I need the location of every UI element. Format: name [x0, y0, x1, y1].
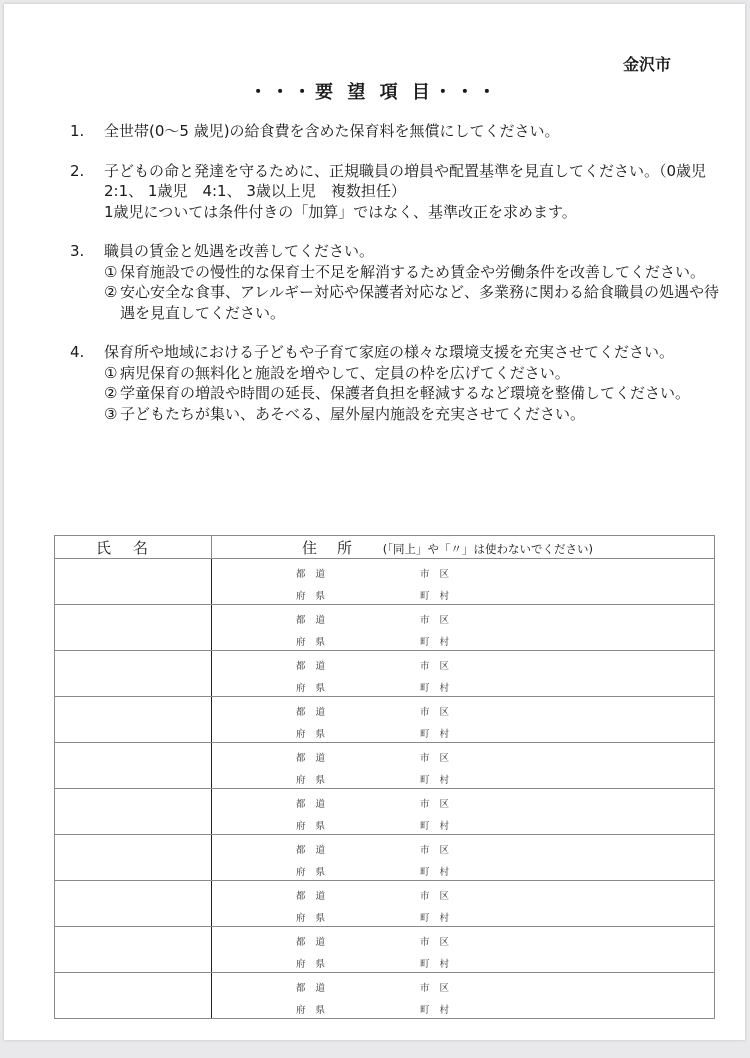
- prefecture-label-bottom: 府県: [296, 1005, 336, 1016]
- address-note: (「同上」や「〃」は使わないでください): [382, 541, 594, 556]
- city-label-bottom: 町村: [420, 1005, 460, 1016]
- request-item-2: [70, 161, 720, 223]
- table-row: [55, 973, 715, 1019]
- prefecture-label-bottom: 府県: [296, 637, 336, 648]
- prefecture-label-bottom: 府県: [296, 775, 336, 786]
- table-row: [55, 835, 715, 881]
- address-field[interactable]: [212, 973, 715, 1019]
- address-header-label: 住所: [302, 538, 373, 557]
- sub-item-text: 学童保育の増設や時間の延長、保護者負担を軽減するなど環境を整備してください。: [120, 384, 691, 402]
- name-field[interactable]: [55, 835, 212, 881]
- address-field[interactable]: [212, 835, 715, 881]
- item-text: 職員の賃金と処遇を改善してください。: [104, 242, 375, 260]
- sub-item-text: 病児保育の無料化と施設を増やして、定員の枠を広げてください。: [120, 363, 570, 382]
- prefecture-label-top: 都道: [296, 569, 336, 580]
- prefecture-label-top: 都道: [296, 845, 336, 856]
- table-row: [55, 559, 715, 605]
- city-label-top: 市区: [420, 891, 460, 902]
- prefecture-label-top: 都道: [296, 937, 336, 948]
- sub-item-mark: ①: [104, 363, 118, 382]
- item-text: 子どもの命と発達を守るために、正規職員の増員や配置基準を見直してください。（0歳児 2:1、 1歳児 4:1、 3歳以上児 複数担任）: [104, 161, 722, 200]
- name-field[interactable]: [55, 789, 212, 835]
- sub-item-text: 保育施設での慢性的な保育士不足を解消するため賃金や労働条件を改善してください。: [120, 262, 706, 281]
- prefecture-label-bottom: 府県: [296, 959, 336, 970]
- prefecture-label-top: 都道: [296, 615, 336, 626]
- city-label-top: 市区: [420, 707, 460, 718]
- address-field[interactable]: [212, 881, 715, 927]
- item-number: 1.: [70, 122, 85, 140]
- table-row: [55, 789, 715, 835]
- prefecture-label-top: 都道: [296, 661, 336, 672]
- address-field[interactable]: [212, 697, 715, 743]
- item-number: 2.: [70, 161, 85, 180]
- sub-item: [104, 404, 720, 425]
- address-field[interactable]: [212, 927, 715, 973]
- city-label-bottom: 町村: [420, 591, 460, 602]
- sub-item: [104, 262, 720, 283]
- name-field[interactable]: [55, 697, 212, 743]
- item-number: 4.: [70, 343, 85, 361]
- document-page: [4, 4, 745, 1040]
- request-item-4: [70, 342, 720, 424]
- item-text: 1歳児については条件付きの「加算」ではなく、基準改正を求めます。: [104, 202, 577, 221]
- city-label-bottom: 町村: [420, 775, 460, 786]
- table-row: [55, 697, 715, 743]
- item-text: 保育所や地域における子どもや子育て家庭の様々な環境支援を充実させてください。: [104, 343, 675, 361]
- signature-table: [54, 535, 715, 1019]
- prefecture-label-top: 都道: [296, 799, 336, 810]
- document-title: ・・・要 望 項 目・・・: [249, 82, 500, 103]
- prefecture-label-top: 都道: [296, 707, 336, 718]
- name-field[interactable]: [55, 927, 212, 973]
- city-label-top: 市区: [420, 983, 460, 994]
- city-label-top: 市区: [420, 799, 460, 810]
- column-header-name: 氏名: [55, 536, 212, 559]
- name-field[interactable]: [55, 651, 212, 697]
- sub-item: [104, 383, 720, 404]
- city-label-top: 市区: [420, 569, 460, 580]
- name-field[interactable]: [55, 559, 212, 605]
- address-field[interactable]: [212, 559, 715, 605]
- city-label-bottom: 町村: [420, 959, 460, 970]
- city-name: 金沢市: [623, 55, 672, 74]
- prefecture-label-top: 都道: [296, 891, 336, 902]
- prefecture-label-bottom: 府県: [296, 821, 336, 832]
- city-label-bottom: 町村: [420, 637, 460, 648]
- city-label-top: 市区: [420, 937, 460, 948]
- prefecture-label-bottom: 府県: [296, 729, 336, 740]
- address-field[interactable]: [212, 743, 715, 789]
- address-field[interactable]: [212, 651, 715, 697]
- sub-item-text: 安心安全な食事、アレルギー対応や保護者対応など、多業務に関わる給食職員の処遇や待遇を見直してください。: [120, 283, 720, 322]
- prefecture-label-bottom: 府県: [296, 591, 336, 602]
- sub-item-mark: ③: [104, 404, 118, 423]
- sub-item-text: 子どもたちが集い、あそべる、屋外屋内施設を充実させてください。: [120, 404, 586, 423]
- table-row: [55, 651, 715, 697]
- prefecture-label-top: 都道: [296, 983, 336, 994]
- name-field[interactable]: [55, 743, 212, 789]
- name-field[interactable]: [55, 973, 212, 1019]
- name-field[interactable]: [55, 605, 212, 651]
- city-label-top: 市区: [420, 661, 460, 672]
- request-item-3: [70, 241, 720, 323]
- table-row: [55, 605, 715, 651]
- city-label-bottom: 町村: [420, 867, 460, 878]
- request-items-list: [70, 121, 720, 443]
- prefecture-label-top: 都道: [296, 753, 336, 764]
- table-header-row: [55, 536, 715, 559]
- city-label-top: 市区: [420, 615, 460, 626]
- prefecture-label-bottom: 府県: [296, 867, 336, 878]
- table-row: [55, 927, 715, 973]
- city-label-bottom: 町村: [420, 913, 460, 924]
- prefecture-label-bottom: 府県: [296, 913, 336, 924]
- sub-item-mark: ②: [104, 283, 118, 301]
- name-field[interactable]: [55, 881, 212, 927]
- sub-item: [104, 282, 720, 323]
- prefecture-label-bottom: 府県: [296, 683, 336, 694]
- city-label-bottom: 町村: [420, 821, 460, 832]
- city-label-top: 市区: [420, 845, 460, 856]
- table-row: [55, 881, 715, 927]
- city-label-bottom: 町村: [420, 729, 460, 740]
- sub-item: [104, 363, 720, 384]
- column-header-address: [212, 536, 715, 559]
- item-number: 3.: [70, 242, 85, 260]
- sub-item-mark: ②: [104, 384, 118, 402]
- city-label-bottom: 町村: [420, 683, 460, 694]
- request-item-1: [70, 121, 720, 142]
- city-label-top: 市区: [420, 753, 460, 764]
- item-text: 全世帯(0～5 歳児)の給食費を含めた保育料を無償にしてください。: [104, 122, 560, 140]
- address-field[interactable]: [212, 789, 715, 835]
- sub-item-mark: ①: [104, 262, 118, 281]
- address-field[interactable]: [212, 605, 715, 651]
- table-row: [55, 743, 715, 789]
